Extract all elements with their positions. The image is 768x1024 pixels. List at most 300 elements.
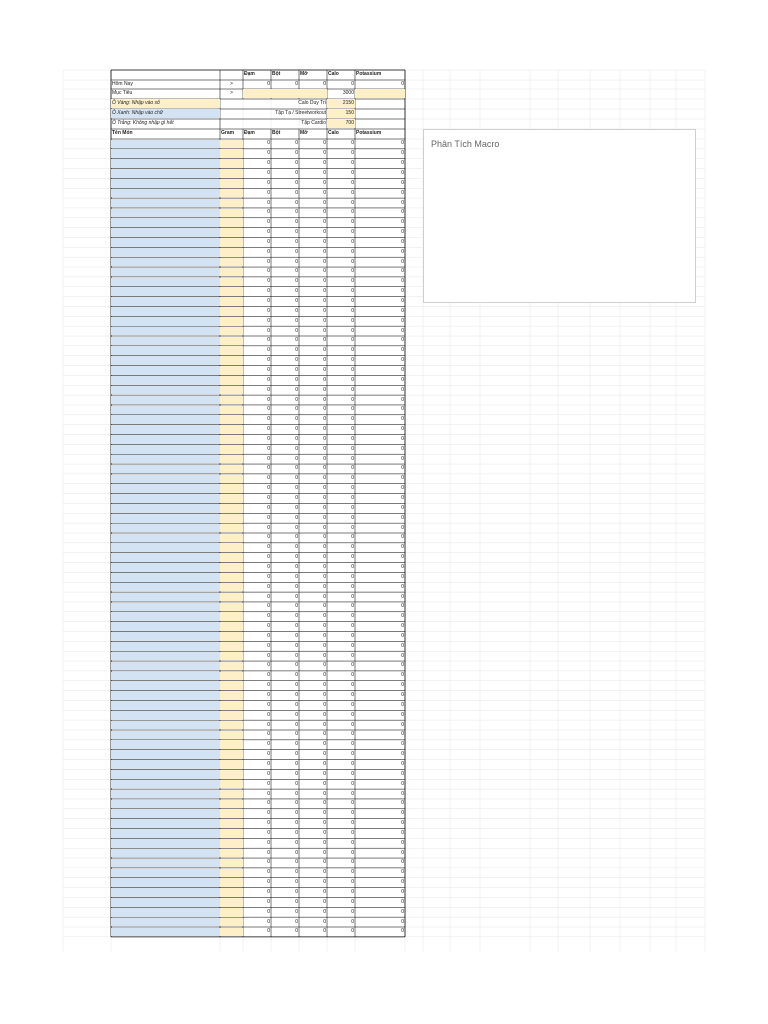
food-name-cell[interactable]	[111, 543, 220, 552]
dam-cell[interactable]: 0	[267, 238, 270, 245]
dam-cell[interactable]: 0	[267, 662, 270, 669]
potassium-cell[interactable]: 0	[401, 396, 404, 403]
calo-cell[interactable]: 0	[351, 751, 354, 758]
mo-cell[interactable]: 0	[323, 563, 326, 570]
calo-cell[interactable]: 0	[351, 928, 354, 935]
potassium-cell[interactable]: 0	[401, 278, 404, 285]
dam-cell[interactable]: 0	[267, 820, 270, 827]
bot-cell[interactable]: 0	[295, 189, 298, 196]
mo-cell[interactable]: 0	[323, 701, 326, 708]
gram-cell[interactable]	[220, 603, 243, 612]
gram-cell[interactable]	[220, 632, 243, 641]
mo-cell[interactable]: 0	[323, 140, 326, 147]
calo-cell[interactable]: 0	[351, 209, 354, 216]
mo-cell[interactable]: 0	[323, 820, 326, 827]
gram-cell[interactable]	[220, 878, 243, 887]
bot-cell[interactable]: 0	[295, 229, 298, 236]
potassium-cell[interactable]: 0	[401, 534, 404, 541]
bot-cell[interactable]: 0	[295, 810, 298, 817]
food-name-cell[interactable]	[111, 356, 220, 365]
potassium-cell[interactable]: 0	[401, 632, 404, 639]
col-header-food-name[interactable]: Tên Món	[112, 130, 133, 136]
summary-today-mo[interactable]: 0	[323, 81, 326, 87]
potassium-cell[interactable]: 0	[401, 376, 404, 383]
food-name-cell[interactable]	[111, 908, 220, 917]
food-name-cell[interactable]	[111, 711, 220, 720]
potassium-cell[interactable]: 0	[401, 820, 404, 827]
mo-cell[interactable]: 0	[323, 169, 326, 176]
gram-cell[interactable]	[220, 159, 243, 168]
dam-cell[interactable]: 0	[267, 327, 270, 334]
mo-cell[interactable]: 0	[323, 229, 326, 236]
mo-cell[interactable]: 0	[323, 751, 326, 758]
food-name-cell[interactable]	[111, 750, 220, 759]
mo-cell[interactable]: 0	[323, 613, 326, 620]
food-name-cell[interactable]	[111, 514, 220, 523]
dam-cell[interactable]: 0	[267, 248, 270, 255]
potassium-cell[interactable]: 0	[401, 179, 404, 186]
potassium-cell[interactable]: 0	[401, 199, 404, 206]
potassium-cell[interactable]: 0	[401, 741, 404, 748]
gram-cell[interactable]	[220, 612, 243, 621]
calo-cell[interactable]: 0	[351, 908, 354, 915]
bot-cell[interactable]: 0	[295, 406, 298, 413]
mo-cell[interactable]: 0	[323, 189, 326, 196]
gram-cell[interactable]	[220, 829, 243, 838]
bot-cell[interactable]: 0	[295, 692, 298, 698]
food-name-cell[interactable]	[111, 888, 220, 897]
potassium-cell[interactable]: 0	[401, 672, 404, 679]
bot-cell[interactable]: 0	[295, 623, 298, 630]
dam-cell[interactable]: 0	[267, 465, 270, 472]
legend-desc-weights[interactable]: Tập Tạ / Streetworkout	[275, 110, 326, 116]
food-name-cell[interactable]	[111, 159, 220, 168]
food-name-cell[interactable]	[111, 386, 220, 395]
food-name-cell[interactable]	[111, 681, 220, 690]
potassium-cell[interactable]: 0	[401, 642, 404, 649]
potassium-cell[interactable]: 0	[401, 908, 404, 915]
mo-cell[interactable]: 0	[323, 810, 326, 817]
food-name-cell[interactable]	[111, 228, 220, 237]
bot-cell[interactable]: 0	[295, 554, 298, 561]
potassium-cell[interactable]: 0	[401, 859, 404, 866]
calo-cell[interactable]: 0	[351, 455, 354, 462]
dam-cell[interactable]: 0	[267, 918, 270, 925]
mo-cell[interactable]: 0	[323, 288, 326, 295]
potassium-cell[interactable]: 0	[401, 347, 404, 354]
dam-cell[interactable]: 0	[267, 859, 270, 866]
bot-cell[interactable]: 0	[295, 455, 298, 462]
header-dam[interactable]: Đạm	[244, 71, 255, 77]
mo-cell[interactable]: 0	[323, 514, 326, 521]
potassium-cell[interactable]: 0	[401, 248, 404, 255]
food-name-cell[interactable]	[111, 701, 220, 710]
food-name-cell[interactable]	[111, 218, 220, 227]
food-name-cell[interactable]	[111, 327, 220, 336]
food-name-cell[interactable]	[111, 760, 220, 769]
summary-today-calo[interactable]: 0	[351, 81, 354, 87]
mo-cell[interactable]: 0	[323, 770, 326, 777]
bot-cell[interactable]: 0	[295, 682, 298, 689]
potassium-cell[interactable]: 0	[401, 475, 404, 482]
potassium-cell[interactable]: 0	[401, 337, 404, 344]
calo-cell[interactable]: 0	[351, 721, 354, 728]
dam-cell[interactable]: 0	[267, 839, 270, 846]
food-name-cell[interactable]	[111, 534, 220, 543]
gram-cell[interactable]	[220, 691, 243, 700]
dam-cell[interactable]: 0	[267, 800, 270, 807]
potassium-cell[interactable]: 0	[401, 465, 404, 472]
legend-value-weights[interactable]: 150	[327, 109, 355, 118]
bot-cell[interactable]: 0	[295, 573, 298, 580]
potassium-cell[interactable]: 0	[401, 229, 404, 236]
mo-cell[interactable]: 0	[323, 573, 326, 580]
mo-cell[interactable]: 0	[323, 317, 326, 324]
bot-cell[interactable]: 0	[295, 642, 298, 649]
gram-cell[interactable]	[220, 760, 243, 769]
potassium-cell[interactable]: 0	[401, 889, 404, 895]
calo-cell[interactable]: 0	[351, 790, 354, 797]
potassium-cell[interactable]: 0	[401, 928, 404, 935]
food-name-cell[interactable]	[111, 209, 220, 218]
dam-cell[interactable]: 0	[267, 189, 270, 196]
gram-cell[interactable]	[220, 790, 243, 799]
bot-cell[interactable]: 0	[295, 908, 298, 915]
gram-cell[interactable]	[220, 750, 243, 759]
food-name-cell[interactable]	[111, 297, 220, 306]
mo-cell[interactable]: 0	[323, 928, 326, 935]
gram-cell[interactable]	[220, 425, 243, 434]
bot-cell[interactable]: 0	[295, 524, 298, 531]
potassium-cell[interactable]: 0	[401, 238, 404, 245]
legend-yellow[interactable]: Ô Vàng: Nhập vào số	[111, 99, 220, 108]
gram-cell[interactable]	[220, 642, 243, 651]
bot-cell[interactable]: 0	[295, 849, 298, 856]
calo-cell[interactable]: 0	[351, 278, 354, 285]
mo-cell[interactable]: 0	[323, 632, 326, 639]
food-name-cell[interactable]	[111, 465, 220, 474]
summary-label-target[interactable]: Mục Tiêu	[112, 90, 133, 96]
food-name-cell[interactable]	[111, 317, 220, 326]
mo-cell[interactable]: 0	[323, 642, 326, 649]
dam-cell[interactable]: 0	[267, 632, 270, 639]
gram-cell[interactable]	[220, 278, 243, 287]
potassium-cell[interactable]: 0	[401, 839, 404, 846]
food-name-cell[interactable]	[111, 406, 220, 415]
bot-cell[interactable]: 0	[295, 583, 298, 590]
gram-cell[interactable]	[220, 849, 243, 858]
food-name-cell[interactable]	[111, 928, 220, 937]
food-name-cell[interactable]	[111, 603, 220, 612]
potassium-cell[interactable]: 0	[401, 593, 404, 600]
bot-cell[interactable]: 0	[295, 327, 298, 334]
food-name-cell[interactable]	[111, 652, 220, 661]
bot-cell[interactable]: 0	[295, 357, 298, 364]
potassium-cell[interactable]: 0	[401, 554, 404, 561]
mo-cell[interactable]: 0	[323, 219, 326, 226]
potassium-cell[interactable]: 0	[401, 416, 404, 423]
bot-cell[interactable]: 0	[295, 504, 298, 511]
gram-cell[interactable]	[220, 514, 243, 523]
summary-target-bot[interactable]	[271, 89, 299, 98]
bot-cell[interactable]: 0	[295, 465, 298, 472]
calo-cell[interactable]: 0	[351, 859, 354, 866]
bot-cell[interactable]: 0	[295, 248, 298, 255]
potassium-cell[interactable]: 0	[401, 583, 404, 590]
calo-cell[interactable]: 0	[351, 632, 354, 639]
mo-cell[interactable]: 0	[323, 652, 326, 659]
calo-cell[interactable]: 0	[351, 623, 354, 630]
gram-cell[interactable]	[220, 386, 243, 395]
dam-cell[interactable]: 0	[267, 879, 270, 886]
bot-cell[interactable]: 0	[295, 869, 298, 876]
mo-cell[interactable]: 0	[323, 721, 326, 728]
dam-cell[interactable]: 0	[267, 672, 270, 679]
potassium-cell[interactable]: 0	[401, 692, 404, 698]
dam-cell[interactable]: 0	[267, 140, 270, 147]
calo-cell[interactable]: 0	[351, 160, 354, 167]
potassium-cell[interactable]: 0	[401, 770, 404, 777]
dam-cell[interactable]: 0	[267, 573, 270, 580]
potassium-cell[interactable]: 0	[401, 455, 404, 462]
bot-cell[interactable]: 0	[295, 307, 298, 314]
dam-cell[interactable]: 0	[267, 504, 270, 511]
dam-cell[interactable]: 0	[267, 731, 270, 738]
dam-cell[interactable]: 0	[267, 376, 270, 383]
calo-cell[interactable]: 0	[351, 918, 354, 925]
gram-cell[interactable]	[220, 504, 243, 513]
calo-cell[interactable]: 0	[351, 169, 354, 176]
bot-cell[interactable]: 0	[295, 632, 298, 639]
food-name-cell[interactable]	[111, 258, 220, 267]
calo-cell[interactable]: 0	[351, 642, 354, 649]
bot-cell[interactable]: 0	[295, 258, 298, 265]
calo-cell[interactable]: 0	[351, 672, 354, 679]
summary-target-potassium[interactable]	[355, 89, 405, 98]
header-bot[interactable]: Bột	[272, 71, 281, 77]
mo-cell[interactable]: 0	[323, 485, 326, 492]
potassium-cell[interactable]: 0	[401, 209, 404, 216]
mo-cell[interactable]: 0	[323, 898, 326, 905]
dam-cell[interactable]: 0	[267, 150, 270, 157]
mo-cell[interactable]: 0	[323, 554, 326, 561]
dam-cell[interactable]: 0	[267, 199, 270, 206]
potassium-cell[interactable]: 0	[401, 898, 404, 905]
gram-cell[interactable]	[220, 169, 243, 178]
mo-cell[interactable]: 0	[323, 504, 326, 511]
gram-cell[interactable]	[220, 839, 243, 848]
food-name-cell[interactable]	[111, 524, 220, 533]
calo-cell[interactable]: 0	[351, 150, 354, 157]
calo-cell[interactable]: 0	[351, 741, 354, 748]
gram-cell[interactable]	[220, 573, 243, 582]
calo-cell[interactable]: 0	[351, 593, 354, 600]
calo-cell[interactable]: 0	[351, 682, 354, 689]
dam-cell[interactable]: 0	[267, 514, 270, 521]
gram-cell[interactable]	[220, 189, 243, 198]
mo-cell[interactable]: 0	[323, 918, 326, 925]
calo-cell[interactable]: 0	[351, 800, 354, 807]
dam-cell[interactable]: 0	[267, 357, 270, 364]
bot-cell[interactable]: 0	[295, 544, 298, 551]
mo-cell[interactable]: 0	[323, 386, 326, 393]
mo-cell[interactable]: 0	[323, 268, 326, 275]
gram-cell[interactable]	[220, 258, 243, 267]
dam-cell[interactable]: 0	[267, 347, 270, 354]
bot-cell[interactable]: 0	[295, 898, 298, 905]
potassium-cell[interactable]: 0	[401, 140, 404, 147]
bot-cell[interactable]: 0	[295, 140, 298, 147]
potassium-cell[interactable]: 0	[401, 751, 404, 758]
calo-cell[interactable]: 0	[351, 337, 354, 344]
summary-target-calo[interactable]: 3000	[342, 90, 354, 96]
potassium-cell[interactable]: 0	[401, 760, 404, 767]
calo-cell[interactable]: 0	[351, 583, 354, 590]
dam-cell[interactable]: 0	[267, 435, 270, 442]
calo-cell[interactable]: 0	[351, 849, 354, 856]
calo-cell[interactable]: 0	[351, 238, 354, 245]
mo-cell[interactable]: 0	[323, 238, 326, 245]
calo-cell[interactable]: 0	[351, 780, 354, 787]
bot-cell[interactable]: 0	[295, 839, 298, 846]
calo-cell[interactable]: 0	[351, 258, 354, 265]
bot-cell[interactable]: 0	[295, 337, 298, 344]
bot-cell[interactable]: 0	[295, 820, 298, 827]
dam-cell[interactable]: 0	[267, 386, 270, 393]
dam-cell[interactable]: 0	[267, 475, 270, 482]
calo-cell[interactable]: 0	[351, 406, 354, 413]
gram-cell[interactable]	[220, 406, 243, 415]
bot-cell[interactable]: 0	[295, 770, 298, 777]
food-name-cell[interactable]	[111, 268, 220, 277]
calo-cell[interactable]: 0	[351, 445, 354, 452]
dam-cell[interactable]: 0	[267, 337, 270, 344]
gram-cell[interactable]	[220, 543, 243, 552]
potassium-cell[interactable]: 0	[401, 219, 404, 226]
bot-cell[interactable]: 0	[295, 800, 298, 807]
dam-cell[interactable]: 0	[267, 554, 270, 561]
dam-cell[interactable]: 0	[267, 406, 270, 413]
gram-cell[interactable]	[220, 218, 243, 227]
mo-cell[interactable]: 0	[323, 534, 326, 541]
summary-today-dam[interactable]: 0	[267, 81, 270, 87]
bot-cell[interactable]: 0	[295, 396, 298, 403]
dam-cell[interactable]: 0	[267, 583, 270, 590]
potassium-cell[interactable]: 0	[401, 426, 404, 433]
mo-cell[interactable]: 0	[323, 544, 326, 551]
mo-cell[interactable]: 0	[323, 790, 326, 797]
summary-arrow-today[interactable]: >	[230, 81, 233, 87]
calo-cell[interactable]: 0	[351, 396, 354, 403]
legend-value-maintenance[interactable]: 2150	[327, 99, 355, 108]
calo-cell[interactable]: 0	[351, 189, 354, 196]
food-name-cell[interactable]	[111, 918, 220, 927]
calo-cell[interactable]: 0	[351, 475, 354, 482]
mo-cell[interactable]: 0	[323, 445, 326, 452]
dam-cell[interactable]: 0	[267, 849, 270, 856]
potassium-cell[interactable]: 0	[401, 810, 404, 817]
calo-cell[interactable]: 0	[351, 288, 354, 295]
calo-cell[interactable]: 0	[351, 386, 354, 393]
dam-cell[interactable]: 0	[267, 209, 270, 216]
mo-cell[interactable]: 0	[323, 337, 326, 344]
mo-cell[interactable]: 0	[323, 209, 326, 216]
food-name-cell[interactable]	[111, 839, 220, 848]
dam-cell[interactable]: 0	[267, 524, 270, 531]
header-calo[interactable]: Calo	[328, 71, 339, 77]
potassium-cell[interactable]: 0	[401, 790, 404, 797]
gram-cell[interactable]	[220, 475, 243, 484]
dam-cell[interactable]: 0	[267, 160, 270, 167]
calo-cell[interactable]: 0	[351, 366, 354, 373]
dam-cell[interactable]: 0	[267, 495, 270, 501]
summary-today-bot[interactable]: 0	[295, 81, 298, 87]
gram-cell[interactable]	[220, 662, 243, 671]
potassium-cell[interactable]: 0	[401, 800, 404, 807]
mo-cell[interactable]: 0	[323, 396, 326, 403]
gram-cell[interactable]	[220, 819, 243, 828]
food-name-cell[interactable]	[111, 662, 220, 671]
mo-cell[interactable]: 0	[323, 662, 326, 669]
bot-cell[interactable]: 0	[295, 514, 298, 521]
dam-cell[interactable]: 0	[267, 258, 270, 265]
calo-cell[interactable]: 0	[351, 563, 354, 570]
food-name-cell[interactable]	[111, 573, 220, 582]
food-name-cell[interactable]	[111, 307, 220, 316]
potassium-cell[interactable]: 0	[401, 623, 404, 630]
potassium-cell[interactable]: 0	[401, 879, 404, 886]
calo-cell[interactable]: 0	[351, 711, 354, 718]
gram-cell[interactable]	[220, 140, 243, 149]
food-name-cell[interactable]	[111, 642, 220, 651]
legend-desc-cardio[interactable]: Tập Cardio	[301, 120, 326, 126]
potassium-cell[interactable]: 0	[401, 485, 404, 492]
header-mo[interactable]: Mỡ	[300, 71, 308, 77]
food-name-cell[interactable]	[111, 878, 220, 887]
potassium-cell[interactable]: 0	[401, 603, 404, 610]
potassium-cell[interactable]: 0	[401, 514, 404, 521]
bot-cell[interactable]: 0	[295, 603, 298, 610]
dam-cell[interactable]: 0	[267, 898, 270, 905]
bot-cell[interactable]: 0	[295, 879, 298, 886]
mo-cell[interactable]: 0	[323, 298, 326, 304]
bot-cell[interactable]: 0	[295, 268, 298, 275]
potassium-cell[interactable]: 0	[401, 258, 404, 265]
food-name-cell[interactable]	[111, 366, 220, 375]
food-name-cell[interactable]	[111, 800, 220, 809]
mo-cell[interactable]: 0	[323, 889, 326, 895]
calo-cell[interactable]: 0	[351, 829, 354, 836]
mo-cell[interactable]: 0	[323, 859, 326, 866]
gram-cell[interactable]	[220, 918, 243, 927]
dam-cell[interactable]: 0	[267, 179, 270, 186]
potassium-cell[interactable]: 0	[401, 435, 404, 442]
mo-cell[interactable]: 0	[323, 465, 326, 472]
calo-cell[interactable]: 0	[351, 603, 354, 610]
bot-cell[interactable]: 0	[295, 889, 298, 895]
mo-cell[interactable]: 0	[323, 376, 326, 383]
food-name-cell[interactable]	[111, 593, 220, 602]
mo-cell[interactable]: 0	[323, 406, 326, 413]
mo-cell[interactable]: 0	[323, 780, 326, 787]
calo-cell[interactable]: 0	[351, 810, 354, 817]
gram-cell[interactable]	[220, 672, 243, 681]
gram-cell[interactable]	[220, 346, 243, 355]
calo-cell[interactable]: 0	[351, 268, 354, 275]
gram-cell[interactable]	[220, 770, 243, 779]
summary-target-dam[interactable]	[243, 89, 271, 98]
potassium-cell[interactable]: 0	[401, 711, 404, 718]
